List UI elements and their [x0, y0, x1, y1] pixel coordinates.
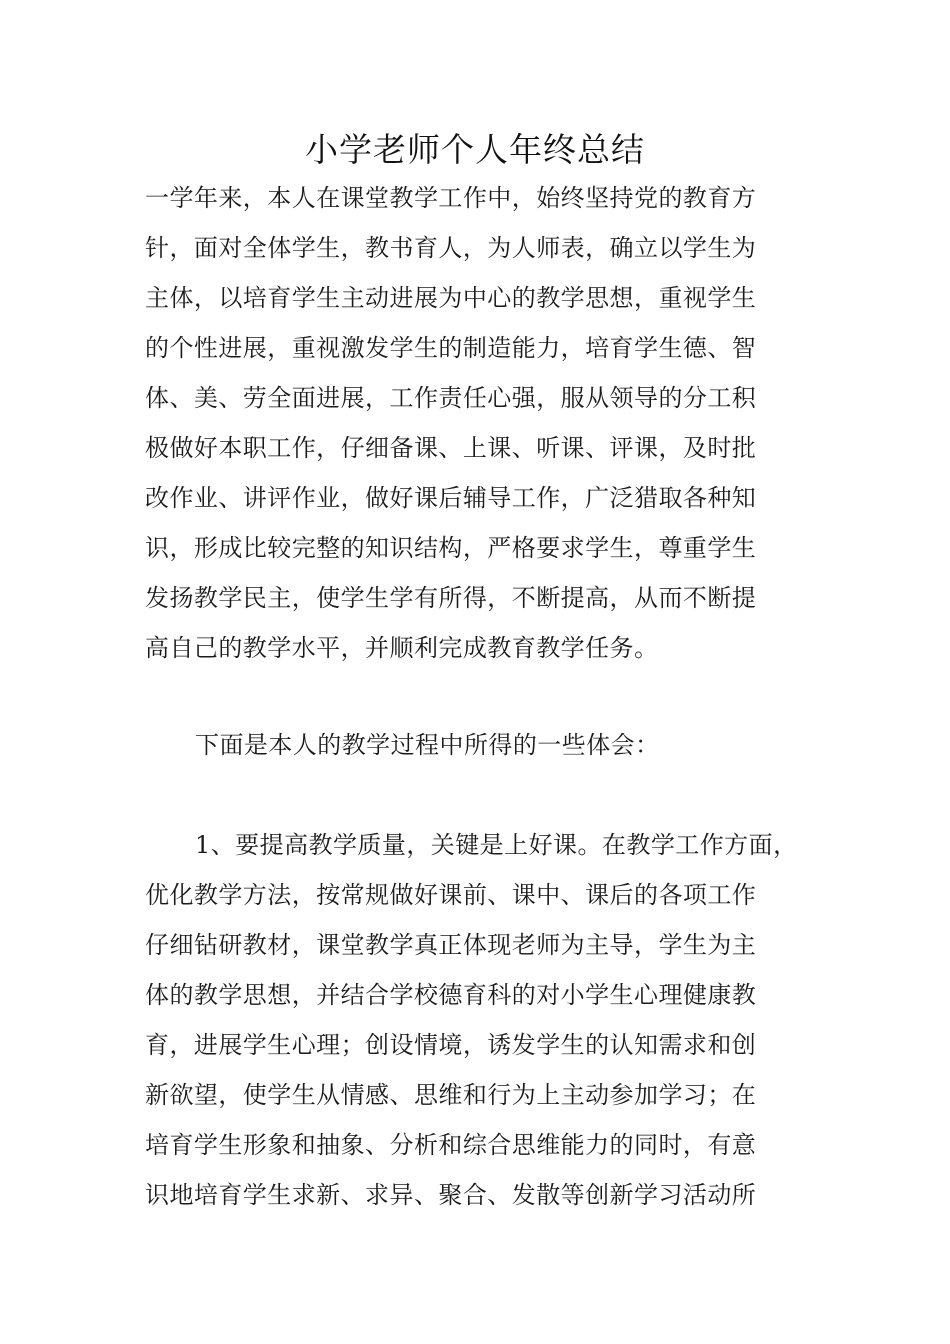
paragraph1-line-4: 的个性进展，重视激发学生的制造能力，培育学生德、智 [145, 334, 757, 362]
paragraph1-line-8: 识，形成比较完整的知识结构，严格要求学生，尊重学生 [145, 534, 757, 562]
paragraph1-line-2: 针，面对全体学生，教书育人，为人师表，确立以学生为 [145, 234, 757, 262]
paragraph1-line-1: 一学年来，本人在课堂教学工作中，始终坚持党的教育方 [145, 184, 757, 212]
paragraph3-line-3: 仔细钻研教材，课堂教学真正体现老师为主导，学生为主 [145, 931, 757, 959]
paragraph1-line-10: 高自己的教学水平，并顺利完成教育教学任务。 [145, 634, 659, 662]
paragraph3-line-5: 育，进展学生心理；创设情境，诱发学生的认知需求和创 [145, 1031, 757, 1059]
paragraph3-line-1: 1、要提高教学质量，关键是上好课。在教学工作方面， [195, 831, 798, 859]
paragraph3-line-2: 优化教学方法，按常规做好课前、课中、课后的各项工作 [145, 881, 757, 909]
paragraph3-line-4: 体的教学思想，并结合学校德育科的对小学生心理健康教 [145, 981, 757, 1009]
paragraph1-line-6: 极做好本职工作，仔细备课、上课、听课、评课，及时批 [145, 434, 757, 462]
paragraph1-line-7: 改作业、讲评作业，做好课后辅导工作，广泛猎取各种知 [145, 484, 757, 512]
document-title: 小学老师个人年终总结 [305, 130, 645, 169]
paragraph3-line-6: 新欲望，使学生从情感、思维和行为上主动参加学习；在 [145, 1081, 757, 1109]
paragraph3-line-7: 培育学生形象和抽象、分析和综合思维能力的同时，有意 [145, 1131, 757, 1159]
paragraph1-line-5: 体、美、劳全面进展，工作责任心强，服从领导的分工积 [145, 384, 757, 412]
paragraph2: 下面是本人的教学过程中所得的一些体会： [195, 731, 660, 759]
paragraph3-line-8: 识地培育学生求新、求异、聚合、发散等创新学习活动所 [145, 1181, 757, 1209]
paragraph1-line-3: 主体，以培育学生主动进展为中心的教学思想，重视学生 [145, 284, 757, 312]
paragraph1-line-9: 发扬教学民主，使学生学有所得，不断提高，从而不断提 [145, 584, 757, 612]
